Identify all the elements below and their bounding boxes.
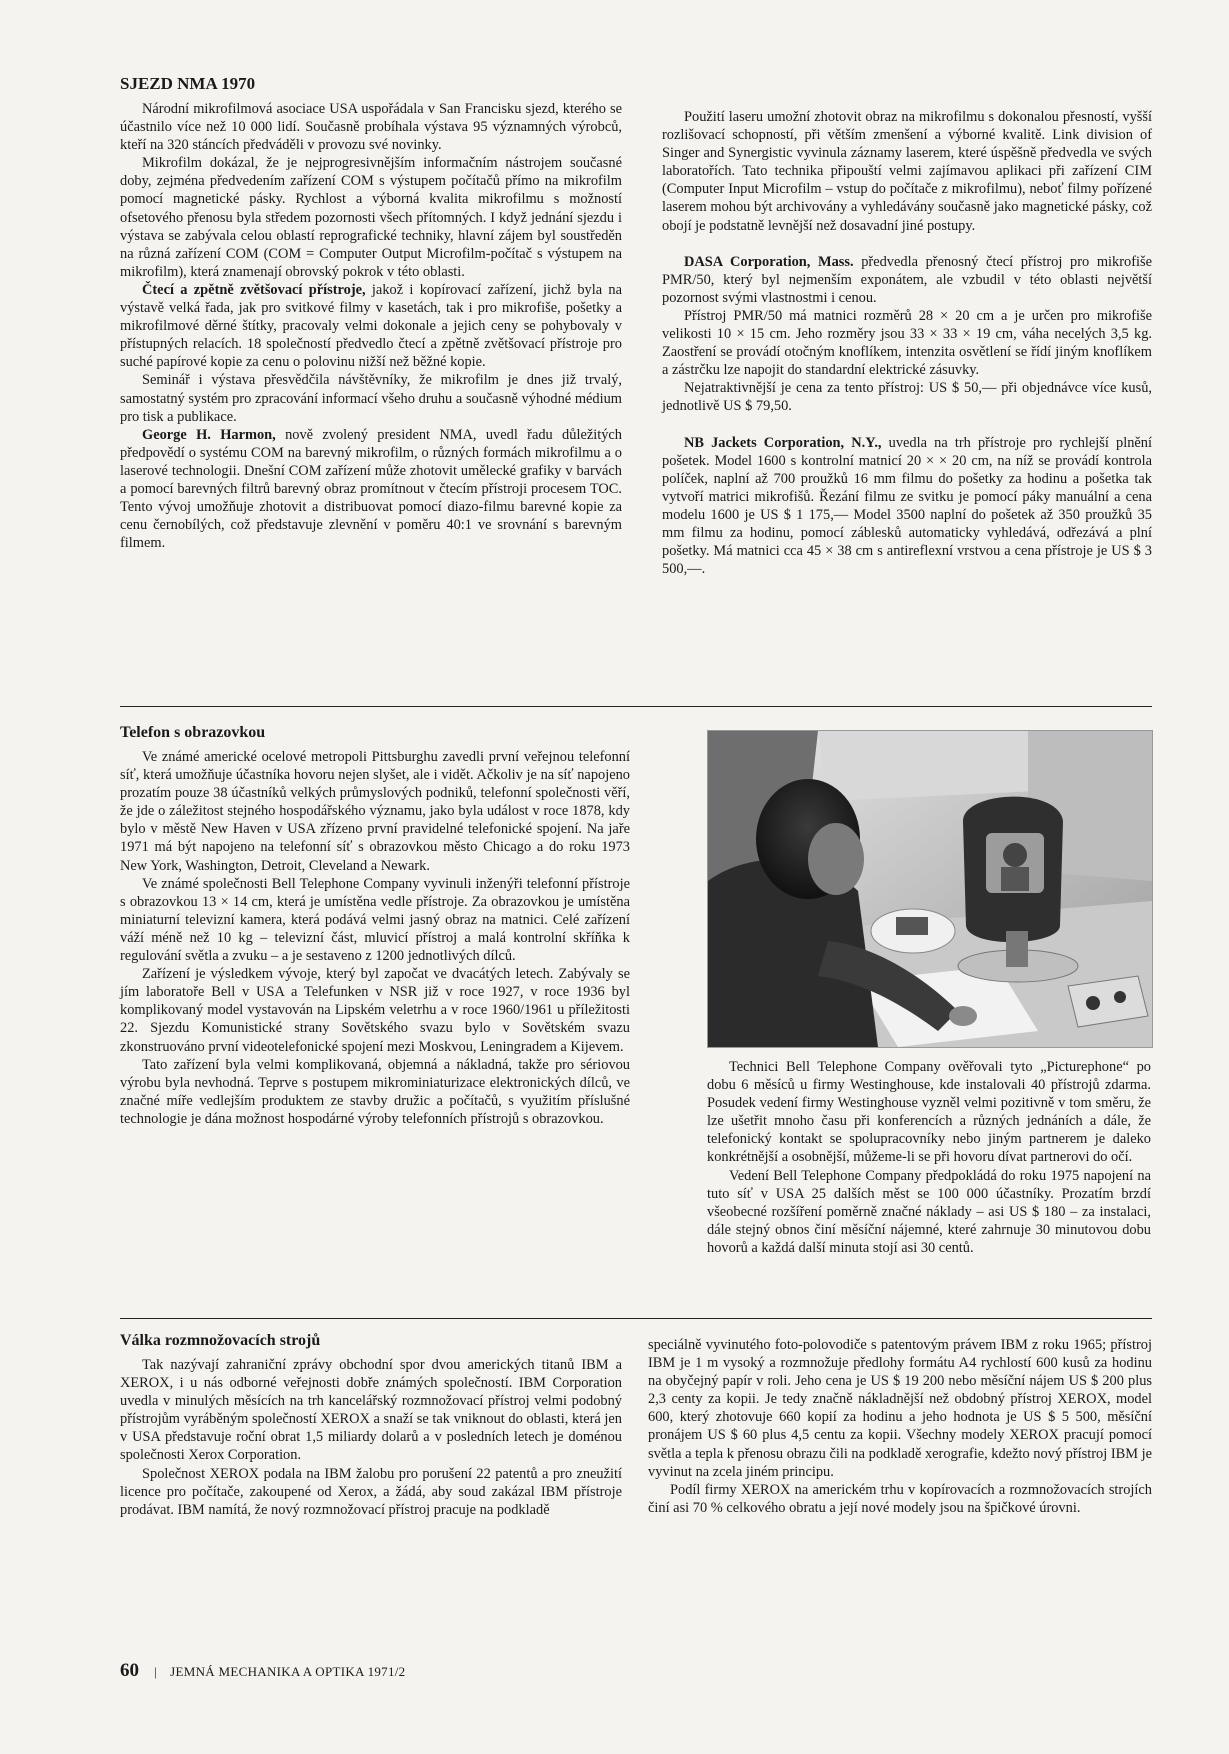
article-body: [120, 100, 622, 552]
paragraph: [120, 965, 630, 1055]
paragraph-text: Mikrofilm dokázal, že je nejprogresivnějším informačním nástrojem současné doby, zejména předvedením zařízení COM s výstupem počítačů přímo na mikrofilm pomocí magnetické pásky. Rychlost a výborná kvalita mikrofilmu s možností ofsetového přenosu byla středem pozornosti všech přítomných. I když jednání sjezdu i výstava se zabývala celou oblastí reprografické techniky, hlavní zájem byl soustředěn na různá zařízení COM (COM = Computer Output Microfilm-počítač s výstupem na mikrofilm), která znamenají obrovský pokrok v této oblasti.: [120, 155, 622, 280]
paragraph-text: Použití laseru umožní zhotovit obraz na mikrofilmu s dokonalou přesností, vyšší rozlišovací schopností, při větším zmenšení a výborné kvalitě. Link division of Singer and Synergistic vyvinula záznamy laserem, které úspěšně předvedla ve svých laboratořích. Tato technika připouští velmi zajímavou aplikaci při zařízení CIM (Computer Input Microfilm – vstup do počítače z mikrofilmu), neboť filmy pořízené laserem mohou být archivovány a vyhledávány současně jako magnetické pásky, což obojí je podstatně levnější než dosavadní jiné postupy.: [662, 109, 1152, 234]
paragraph-text: Vedení Bell Telephone Company předpokládá do roku 1975 napojení na tuto síť v USA 25 dalších měst se 100 000 účastníky. Prozatím brzdí všeobecné rozšíření poměrně značné náklady – asi US $ 180 – za instalaci, dále stejný obnos činí měsíční nájemné, které zahrnuje 30 minutovou dobu hovorů a každá další minuta stojí asi 30 centů.: [707, 1167, 1151, 1256]
section-sjezd-right-column: [662, 108, 1152, 578]
paragraph: [120, 1056, 630, 1128]
section-title-sjezd: SJEZD NMA 1970: [120, 74, 256, 93]
article-body: [662, 108, 1152, 578]
picturephone-photo-image: [708, 731, 1152, 1047]
article-body: [648, 1336, 1152, 1517]
page-footer: [120, 1660, 405, 1682]
section-divider: [120, 706, 1152, 707]
paragraph: [648, 1481, 1152, 1517]
paragraph: [707, 1167, 1151, 1257]
paragraph-text: Společnost XEROX podala na IBM žalobu pro porušení 22 patentů a pro zneužití licence pro počítače, zakoupené od Xerox, a žádá, aby soud zakázal IBM přístroje prodávat. IBM namítá, že nový rozmnožovací přístroj pracuje na podkladě: [120, 1465, 622, 1518]
section-valka-left-column: [120, 1332, 622, 1519]
paragraph-text: Národní mikrofilmová asociace USA uspořádala v San Francisku sjezd, kterého se účastnilo více než 10 000 lidí. Současně probíhala výstava 95 významných výrobců, kteří na 320 stáncích předváděli v provozu své novinky.: [120, 101, 622, 154]
page-number: 60: [120, 1660, 139, 1681]
section-divider: [120, 1318, 1152, 1319]
paragraph: [648, 1336, 1152, 1481]
paragraph-text: Seminář i výstava přesvědčila návštěvníky, že mikrofilm je dnes již trvalý, samostatný systém pro zpracování informací všeho druhu a současně výhodné médium pro tisk a publikace.: [120, 372, 622, 425]
paragraph: [120, 748, 630, 875]
lead-in: NB Jackets Corporation, N.Y.,: [684, 434, 882, 451]
paragraph: [120, 100, 622, 154]
paragraph-text: Nejatraktivnější je cena za tento přístroj: US $ 50,— při objednávce více kusů, jednotlivě US $ 79,50.: [662, 380, 1152, 415]
paragraph: [662, 379, 1152, 415]
article-body: [707, 1058, 1151, 1257]
section-telefon-right-column: [707, 1058, 1151, 1257]
journal-name: JEMNÁ MECHANIKA A OPTIKA 1971/2: [170, 1664, 406, 1679]
paragraph-text: Tato zařízení byla velmi komplikovaná, objemná a nákladná, takže pro sériovou výrobu byla nevhodná. Teprve s postupem mikrominiaturizace elektronických dílců, ve značné míře vedlejším produktem ze stavby družic a počítačů, s využitím příslušné technologie je dána možnost hospodárné výroby telefonních přístrojů s obrazovkou.: [120, 1056, 630, 1127]
section-title-telefon: Telefon s obrazovkou: [120, 724, 266, 741]
paragraph: [120, 154, 622, 281]
paragraph-text: Technici Bell Telephone Company ověřovali tyto „Picturephone“ po dobu 6 měsíců u firmy Westinghouse, kde instalovali 40 přístrojů zdarma. Posudek vedení firmy Westinghouse vyzněl velmi pozitivně v tom směru, že lze ušetřit mnoho času při konferencích a různých jednáních a dále, že telefonický kontakt se spolupracovníky nebo jiným partnerem je daleko konkrétnější a osobnější, můžeme-li se při hovoru dívat partnerovi do očí.: [707, 1059, 1151, 1166]
section-valka-right-column: [648, 1336, 1152, 1517]
section-title-valka: Válka rozmnožovacích strojů: [120, 1332, 321, 1349]
section-sjezd-left-column: [120, 74, 622, 552]
paragraph: [120, 875, 630, 965]
paragraph-text: Zařízení je výsledkem vývoje, který byl započat ve dvacátých letech. Zabývaly se jím laboratoře Bell v USA a Telefunken v NSR již v roce 1927, v roce 1936 byl komplikovaný model vystavován na Lipském veletrhu a v roce 1960/1961 u příležitosti 22. Sjezdu Komunistické strany Sovětského svazu bylo v Sovětském svazu zkonstruováno první videotelefonické spojení mezi Moskvou, Leningradem a Kijevem.: [120, 966, 630, 1055]
paragraph-text: Ve známé americké ocelové metropoli Pittsburghu zavedli první veřejnou telefonní síť, která umožňuje účastníka hovoru nejen slyšet, ale i vidět. Ačkoliv je na síť napojeno prozatím pouze 38 účastníků velkých průmyslových podniků, telefonní společnosti věří, že jde o záležitost stejného hospodářského významu, jako byla událost v roce 1878, kdy bylo v městě New Haven v USA zřízeno první pravidelné telefonické spojení. Na jaře 1971 má být napojeno na telefonní síť s obrazovkou město Chicago a do roku 1973 New York, Washington, Detroit, Cleveland a Newark.: [120, 749, 630, 874]
article-body: [120, 1356, 622, 1519]
paragraph-text: speciálně vyvinutého foto-polovodiče s patentovým právem IBM z roku 1965; přístroj IBM je 1 m vysoký a rozmnožuje předlohy formátu A4 rychlostí 600 kusů za hodinu na obyčejný papír v roli. Jeho cena je US $ 19 200 nebo měsíční nájem US $ 200 plus 2,3 centy za kopii. Je tedy značně nákladnější než obdobný přístroj XEROX, model 600, který zhotovuje 660 kopií za hodinu a jeho hodnota je US $ 5 500, měsíční pronájem US $ 60 plus 4,5 centu za kopii. Všechny modely XEROX pracují pomocí světla a tepla k přenosu obrazu čili na podkladě xerografie, kdežto nový přístroj IBM je vyvinut na zcela jiném principu.: [648, 1337, 1152, 1480]
paragraph: [120, 371, 622, 425]
paragraph: [662, 108, 1152, 235]
paragraph: [662, 434, 1152, 579]
footer-separator: |: [154, 1664, 157, 1679]
picturephone-photo: [707, 730, 1153, 1048]
paragraph: [120, 1465, 622, 1519]
paragraph: [707, 1058, 1151, 1167]
article-body: [120, 748, 630, 1128]
paragraph-text: jakož i kopírovací zařízení, jichž byla na výstavě velká řada, jak pro svitkové filmy v kasetách, tak i pro mikrofiše, pošetky a mikrofilmové děrné štítky, pracovaly velmi dokonale a jejich ceny se pohybovaly v přístupných relacích. 18 společností předvedlo čtecí a zpětně zvětšovací přístroje pro suché papírové kopie za cenu o polovinu nižší než běžné kopie.: [120, 281, 623, 371]
section-telefon-left-column: [120, 724, 630, 1128]
lead-in: Čtecí a zpětně zvětšovací přístroje,: [142, 281, 366, 298]
paragraph: [662, 307, 1152, 379]
paragraph: [120, 281, 622, 371]
paragraph: [120, 426, 622, 553]
paragraph-text: Ve známé společnosti Bell Telephone Company vyvinuli inženýři telefonní přístroje s obrazovkou 13 × 14 cm, která je umístěna vedle přístroje. Za obrazovkou je umístěna miniaturní televizní kamera, která podává velmi jasný obraz na matnici. Celé zařízení váží méně než 10 kg – televizní část, mluvicí přístroj a malá kontrolní skříňka k regulování světla a zvuku – a je sestaveno z 1200 jednotlivých dílců.: [120, 875, 630, 965]
paragraph-text: nově zvolený president NMA, uvedl řadu důležitých předpovědí o systému COM na barevný mikrofilm, o různých formách mikrofilmu a o laserové technologii. Dnešní COM zařízení může zhotovit umělecké grafiky v barvách a pomocí barevných filtrů barevný obraz promítnout v čtecím přístroji procesem TOC. Tento vývoj umožňuje zhotovit a distribuovat pomocí diazo-filmu barevné kopie za cenu černobílých, což představuje zlevnění v poměru 40:1 ve srovnání s barevným filmem.: [120, 426, 622, 552]
paragraph-text: Podíl firmy XEROX na americkém trhu v kopírovacích a rozmnožovacích strojích činí asi 70 % celkového obratu a její nové modely jsou na špičkové úrovni.: [648, 1481, 1152, 1516]
paragraph: [120, 1356, 622, 1465]
paragraph-text: Přístroj PMR/50 má matnici rozměrů 28 × 20 cm a je určen pro mikrofiše velikosti 10 × 15 cm. Jeho rozměry jsou 33 × 33 × 19 cm, váha necelých 3,5 kg. Zaostření se provádí otočným knoflíkem, intenzita osvětlení se řídí jiným knoflíkem a zástrčku lze napojit do standardní elektrické zásuvky.: [662, 307, 1152, 379]
paragraph-text: předvedla přenosný čtecí přístroj pro mikrofiše PMR/50, který byl nejmenším exponátem, ale vzbudil v této oblasti největší pozornost svými vlastnostmi i cenou.: [662, 253, 1152, 306]
paragraph-text: uvedla na trh přístroje pro rychlejší plnění pošetek. Model 1600 s kontrolní matnicí 20 × × 20 cm, na níž se provádí kontrola políček, naplní až 700 proužků 16 mm filmu do pošetky za hodinu a pošetka tak vytvoří matrici mikrofišů. Řezání filmu ze svitku je pomocí páky manuální a cena modelu 1600 je US $ 1 175,— Model 3500 naplní do pošetek až 350 proužků 35 mm filmu za hodinu, pomocí záblesků automaticky vyhledává, odřezává a plní pošetky. Má matnici cca 45 × 38 cm s antireflexní vrstvou a cena přístroje je US $ 3 500,—.: [662, 434, 1152, 578]
lead-in: George H. Harmon,: [142, 426, 276, 443]
paragraph-text: Tak nazývají zahraniční zprávy obchodní spor dvou amerických titanů IBM a XEROX, i u nás odborné veřejnosti dobře známých společností. IBM Corporation uvedla v minulých měsících na trh kancelářský rozmnožovací přístroj velmi podobný přístrojům vyráběným společností XEROX a snaží se tak vniknout do oblasti, která jen v USA představuje roční obrat 1,5 miliardy dolarů a v posledních letech je doménou společnosti Xerox Corporation.: [120, 1357, 622, 1464]
paragraph: [662, 253, 1152, 307]
lead-in: DASA Corporation, Mass.: [684, 253, 854, 270]
